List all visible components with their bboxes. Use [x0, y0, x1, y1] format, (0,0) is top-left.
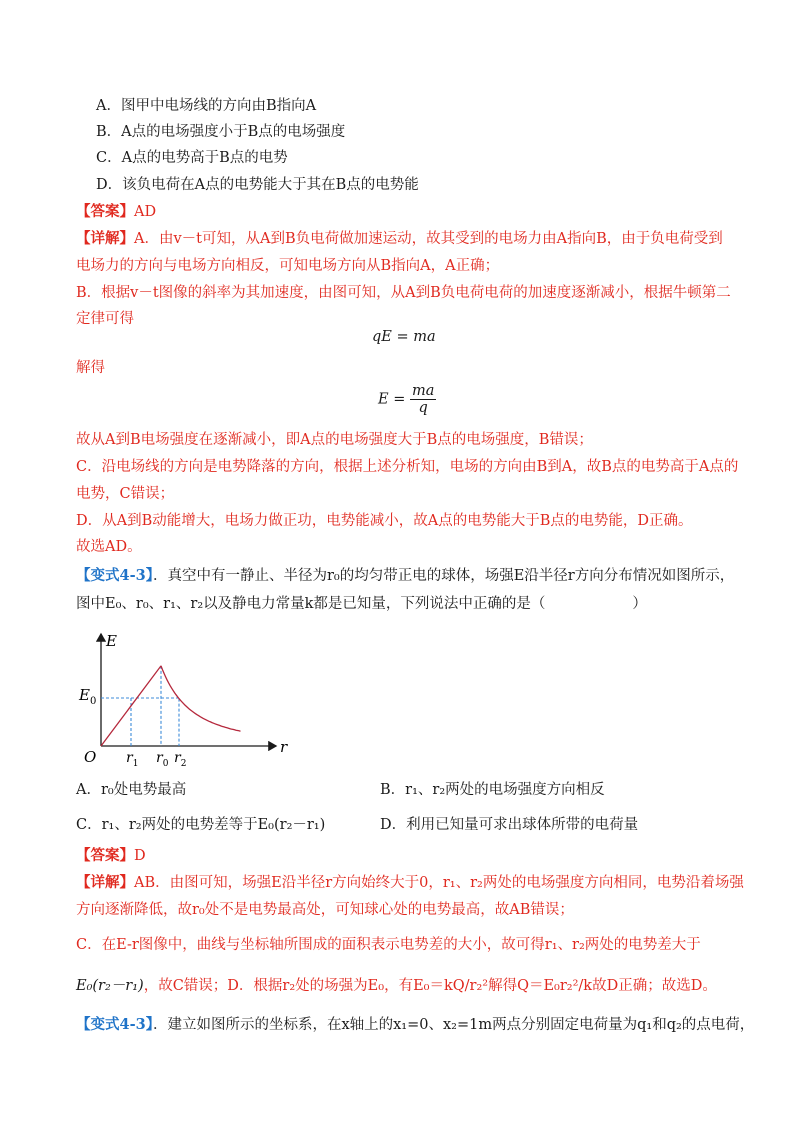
q2-answer: 【答案】D [76, 847, 146, 864]
q2-explain-line3: C．在E-r图像中，曲线与坐标轴所围成的面积表示电势差的大小，故可得r₁、r₂两处的电势差大于 [76, 937, 701, 953]
q1-option-b: B．A点的电场强度小于B点的电场强度 [96, 124, 346, 140]
e-r-graph [76, 628, 306, 778]
q1-explain-line6: 故从A到B电场强度在逐渐减小，即A点的电场强度大于B点的电场强度，B错误； [76, 432, 593, 448]
q3-line1: 【变式4-3】．建立如图所示的坐标系，在x轴上的x₁=0、x₂=1m两点分别固定电荷量为q₁和q₂的点电荷， [76, 1016, 755, 1033]
e0-label: $E_0$ [79, 686, 97, 707]
q2-option-b: B．r₁、r₂两处的电场强度方向相反 [380, 782, 605, 798]
q1-explain-line10: 故选AD。 [76, 539, 142, 555]
q1-explain-line8: 电势，C错误； [76, 486, 175, 502]
q1-option-c: C．A点的电势高于B点的电势 [96, 150, 288, 166]
q1-explain-line5: 解得 [76, 360, 105, 376]
tick-r0: $r_0$ [156, 750, 169, 769]
q2-explain-line1: 【详解】AB．由图可知，场强E沿半径r方向始终大于0，r₁、r₂两处的电场强度方向相同，电势沿着场强 [76, 874, 744, 891]
variant-tag: 【变式4-3】 [76, 567, 153, 584]
q2-text: ．真空中有一静止、半径为r₀的均匀带正电的球体，场强E沿半径r方向分布情况如图所示， [152, 568, 735, 584]
q2-option-d: D．利用已知量可求出球体所带的电荷量 [380, 817, 639, 833]
q1-explain-line3: B．根据v－t图像的斜率为其加速度，由图可知，从A到B负电荷电荷的加速度逐渐减小，根据牛顿第二 [76, 285, 731, 301]
equation-e-ma-q: E = $\frac{ma}{q}$ [378, 383, 435, 416]
tick-r1: $r_1$ [126, 750, 139, 769]
tick-r2: $r_2$ [174, 750, 187, 769]
y-axis-label: E [106, 632, 117, 650]
q1-answer [76, 202, 156, 222]
q1-explain-line7: C．沿电场线的方向是电势降落的方向，根据上述分析知，电场的方向由B到A，故B点的电势高于A点的 [76, 459, 739, 475]
origin-label: O [84, 748, 97, 766]
q2-explain-line4: E₀(r₂－r₁)，故C错误；D．根据r₂处的场强为E₀，有E₀＝kQ/r₂²解得Q＝E₀r₂²/k故D正确；故选D。 [76, 978, 717, 994]
explain-label: 【详解】 [76, 230, 134, 247]
q1-explain-line2: 电场力的方向与电场方向相反，可知电场方向从B指向A，A正确； [76, 258, 500, 274]
answer-value: AD [134, 204, 157, 220]
q1-option-d: D．该负电荷在A点的电势能大于其在B点的电势能 [96, 177, 419, 193]
q1-explain-line4: 定律可得 [76, 311, 134, 327]
q1-option-a: A．图甲中电场线的方向由B指向A [96, 98, 317, 114]
explain-text: A．由v－t可知，从A到B负电荷做加速运动，故其受到的电场力由A指向B，由于负电荷受到 [134, 231, 723, 247]
q2-option-a: A．r₀处电势最高 [76, 782, 187, 798]
fraction: $\frac{ma}{q}$ [411, 383, 435, 416]
x-axis-label: r [280, 738, 288, 756]
q2-option-c: C．r₁、r₂两处的电势差等于E₀(r₂－r₁) [76, 817, 326, 833]
variant-tag: 【变式4-3】 [76, 1016, 153, 1033]
q1-explain-line1 [76, 229, 723, 249]
q2-line2: 图中E₀、r₀、r₁、r₂以及静电力常量k都是已知量，下列说法中正确的是（ ） [76, 596, 647, 612]
e-field-curve [101, 666, 241, 746]
equation-qe-ma: qE = ma [372, 329, 436, 345]
answer-label: 【答案】 [76, 203, 134, 220]
q2-line1 [76, 566, 734, 586]
q2-explain-line2: 方向逐渐降低，故r₀处不是电势最高处，可知球心处的电势最高，故AB错误； [76, 902, 574, 918]
q1-explain-line9: D．从A到B动能增大，电场力做正功，电势能减小，故A点的电势能大于B点的电势能，D正确。 [76, 513, 693, 529]
